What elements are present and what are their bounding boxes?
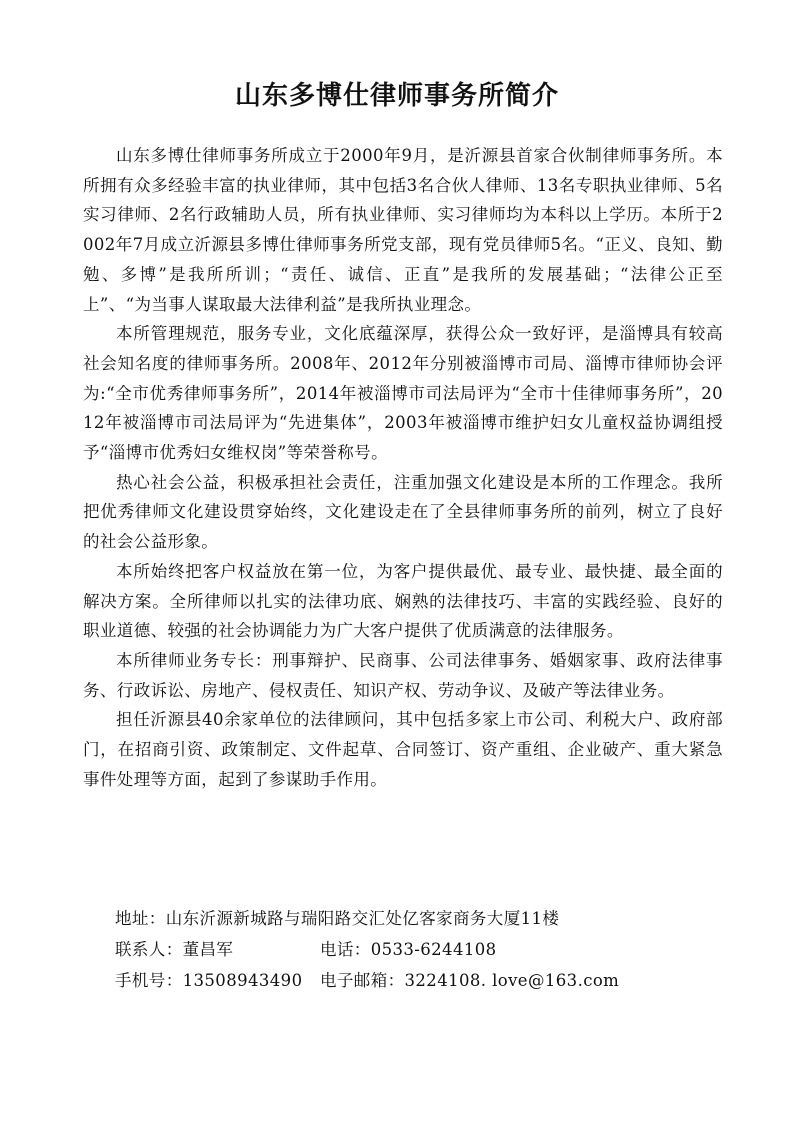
paragraph-honors: 本所管理规范，服务专业，文化底蕴深厚，获得公众一致好评，是淄博具有较高社会知名度的律师事务所。2008年、2012年分别被淄博市司局、淄博市律师协会评为:“全市优秀律师事务所”，2014年被淄博市司法局评为“全市十佳律师事务所”，2012年被淄博市司法局评为“先进集体”，2003年被淄博市维护妇女儿童权益协调组授予“淄博市优秀妇女维权岗”等荣誉称号。: [83, 324, 723, 463]
contact-mobile-row: [115, 965, 735, 996]
contact-phone: 电话：0533-6244108: [320, 940, 497, 959]
paragraph-specialties: 本所律师业务专长：刑事辩护、民商事、公司法律事务、婚姻家事、政府法律事务、行政诉讼、房地产、侵权责任、知识产权、劳动争议、及破产等法律业务。: [83, 650, 723, 700]
contact-address-row: [115, 903, 735, 934]
contact-person: 联系人：董昌军: [115, 940, 234, 959]
paragraph-counsel: 担任沂源县40余家单位的法律顾问，其中包括多家上市公司、利税大户、政府部门，在招商引资、政策制定、文件起草、合同签订、资产重组、企业破产、重大紧急事件处理等方面，起到了参谋助手作用。: [83, 710, 723, 789]
contact-address: 地址：山东沂源新城路与瑞阳路交汇处亿客家商务大厦11楼: [115, 909, 560, 928]
paragraph-culture: 热心社会公益，积极承担社会责任，注重加强文化建设是本所的工作理念。我所把优秀律师文化建设贯穿始终，文化建设走在了全县律师事务所的前列，树立了良好的社会公益形象。: [83, 472, 723, 552]
contact-person-row: [115, 934, 735, 965]
contact-mobile: 手机号：13508943490: [115, 971, 303, 990]
body-text: [83, 141, 723, 794]
contact-block: [115, 903, 735, 996]
paragraph-intro: 山东多博仕律师事务所成立于2000年9月，是沂源县首家合伙制律师事务所。本所拥有众多经验丰富的执业律师，其中包括3名合伙人律师、13名专职执业律师、5名实习律师、2名行政辅助人员，所有执业律师、实习律师均为本科以上学历。本所于2002年7月成立沂源县多博仕律师事务所党支部，现有党员律师5名。“正义、良知、勤勉、多博”是我所所训；“责任、诚信、正直”是我所的发展基础；“法律公正至上”、“为当事人谋取最大法律利益”是我所执业理念。: [83, 146, 723, 314]
document-title: 山东多博仕律师事务所简介: [234, 81, 559, 111]
contact-email: 电子邮箱：3224108. love@163.com: [320, 971, 620, 990]
paragraph-clients: 本所始终把客户权益放在第一位，为客户提供最优、最专业、最快捷、最全面的解决方案。全所律师以扎实的法律功底、娴熟的法律技巧、丰富的实践经验、良好的职业道德、较强的社会协调能力为广大客户提供了优质满意的法律服务。: [83, 561, 723, 641]
